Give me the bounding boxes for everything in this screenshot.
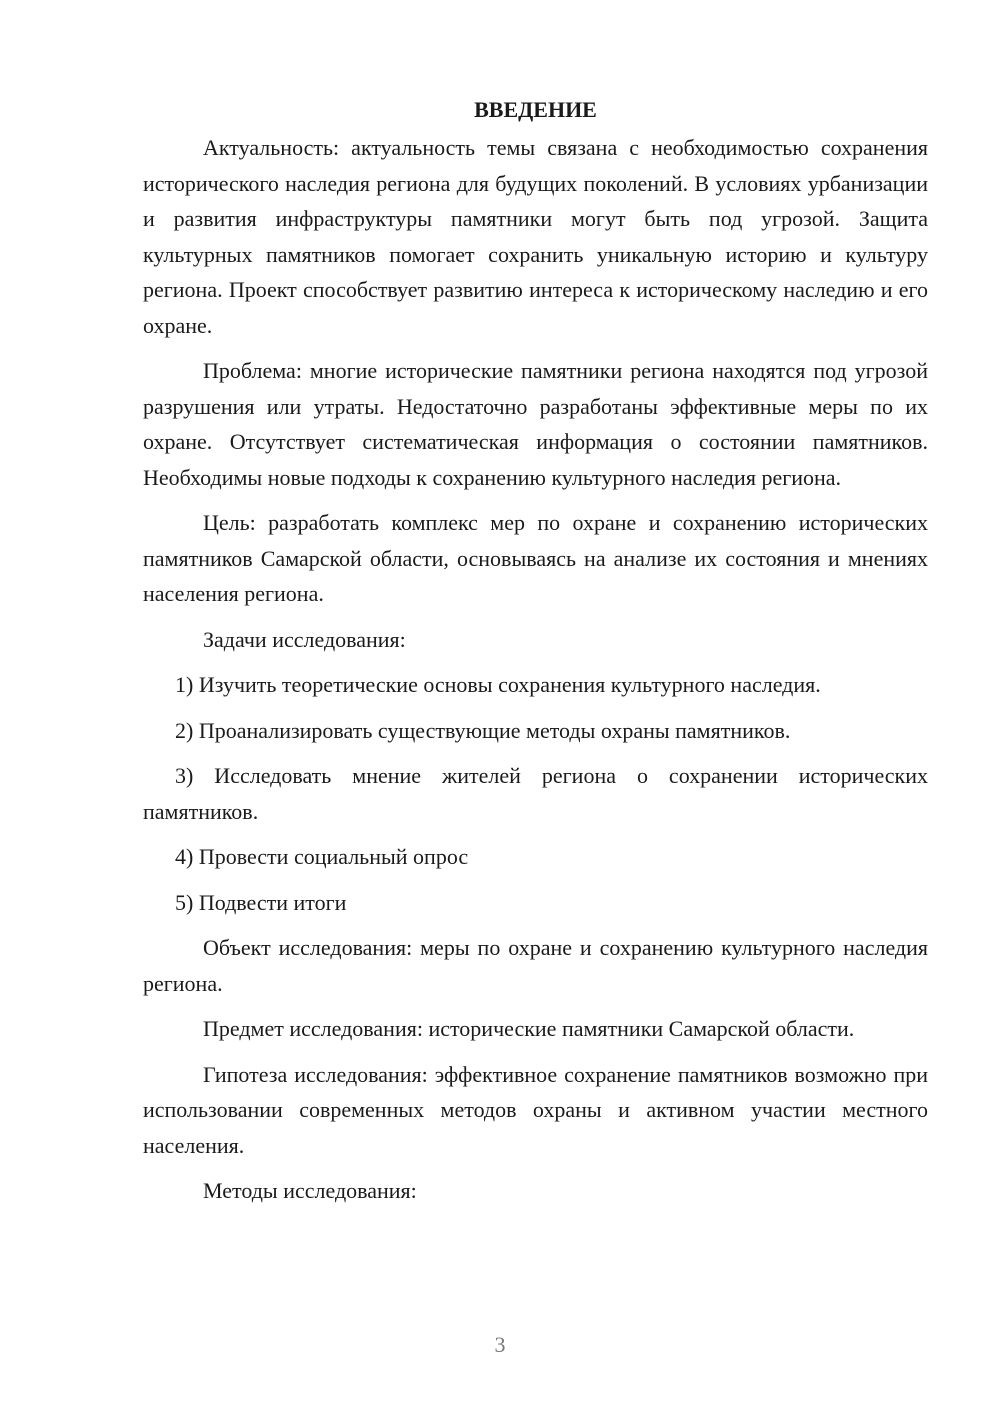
task-item: 1) Изучить теоретические основы сохранения культурного наследия. <box>175 672 821 697</box>
hypothesis-paragraph: Гипотеза исследования: эффективное сохранение памятников возможно при использовании современных методов охраны и активном участии местного населения. <box>143 1061 928 1158</box>
relevance-paragraph: Актуальность: актуальность темы связана с необходимостью сохранения исторического наследия региона для будущих поколений. В условиях урбанизации и развития инфраструктуры памятники могут быть под угрозой. Защита культурных памятников помогает сохранить уникальную историю и культуру региона. Проект способствует развитию интереса к историческому наследию и его охране. <box>143 135 928 338</box>
page-title: ВВЕДЕНИЕ <box>474 97 597 122</box>
tasks-heading: Задачи исследования: <box>203 626 406 652</box>
page-number: 3 <box>494 1332 506 1357</box>
document-page <box>143 92 928 1219</box>
goal-paragraph: Цель: разработать комплекс мер по охране и сохранению исторических памятников Самарской области, основываясь на анализе их состояния и мнениях населения региона. <box>143 510 928 606</box>
object-paragraph: Объект исследования: меры по охране и сохранению культурного наследия региона. <box>143 935 928 996</box>
task-item: 3) Исследовать мнение жителей региона о сохранении исторических памятников. <box>143 763 928 824</box>
task-item: 5) Подвести итоги <box>175 889 347 915</box>
subject-paragraph: Предмет исследования: исторические памятники Самарской области. <box>203 1016 855 1041</box>
task-item: 4) Провести социальный опрос <box>175 844 469 869</box>
methods-heading: Методы исследования: <box>203 1178 417 1203</box>
task-item: 2) Проанализировать существующие методы охраны памятников. <box>175 717 791 743</box>
problem-paragraph: Проблема: многие исторические памятники региона находятся под угрозой разрушения или утраты. Недостаточно разработаны эффективные меры по их охране. Отсутствует систематическая информация о состоянии памятников. Необходимы новые подходы к сохранению культурного наследия региона. <box>143 358 928 490</box>
